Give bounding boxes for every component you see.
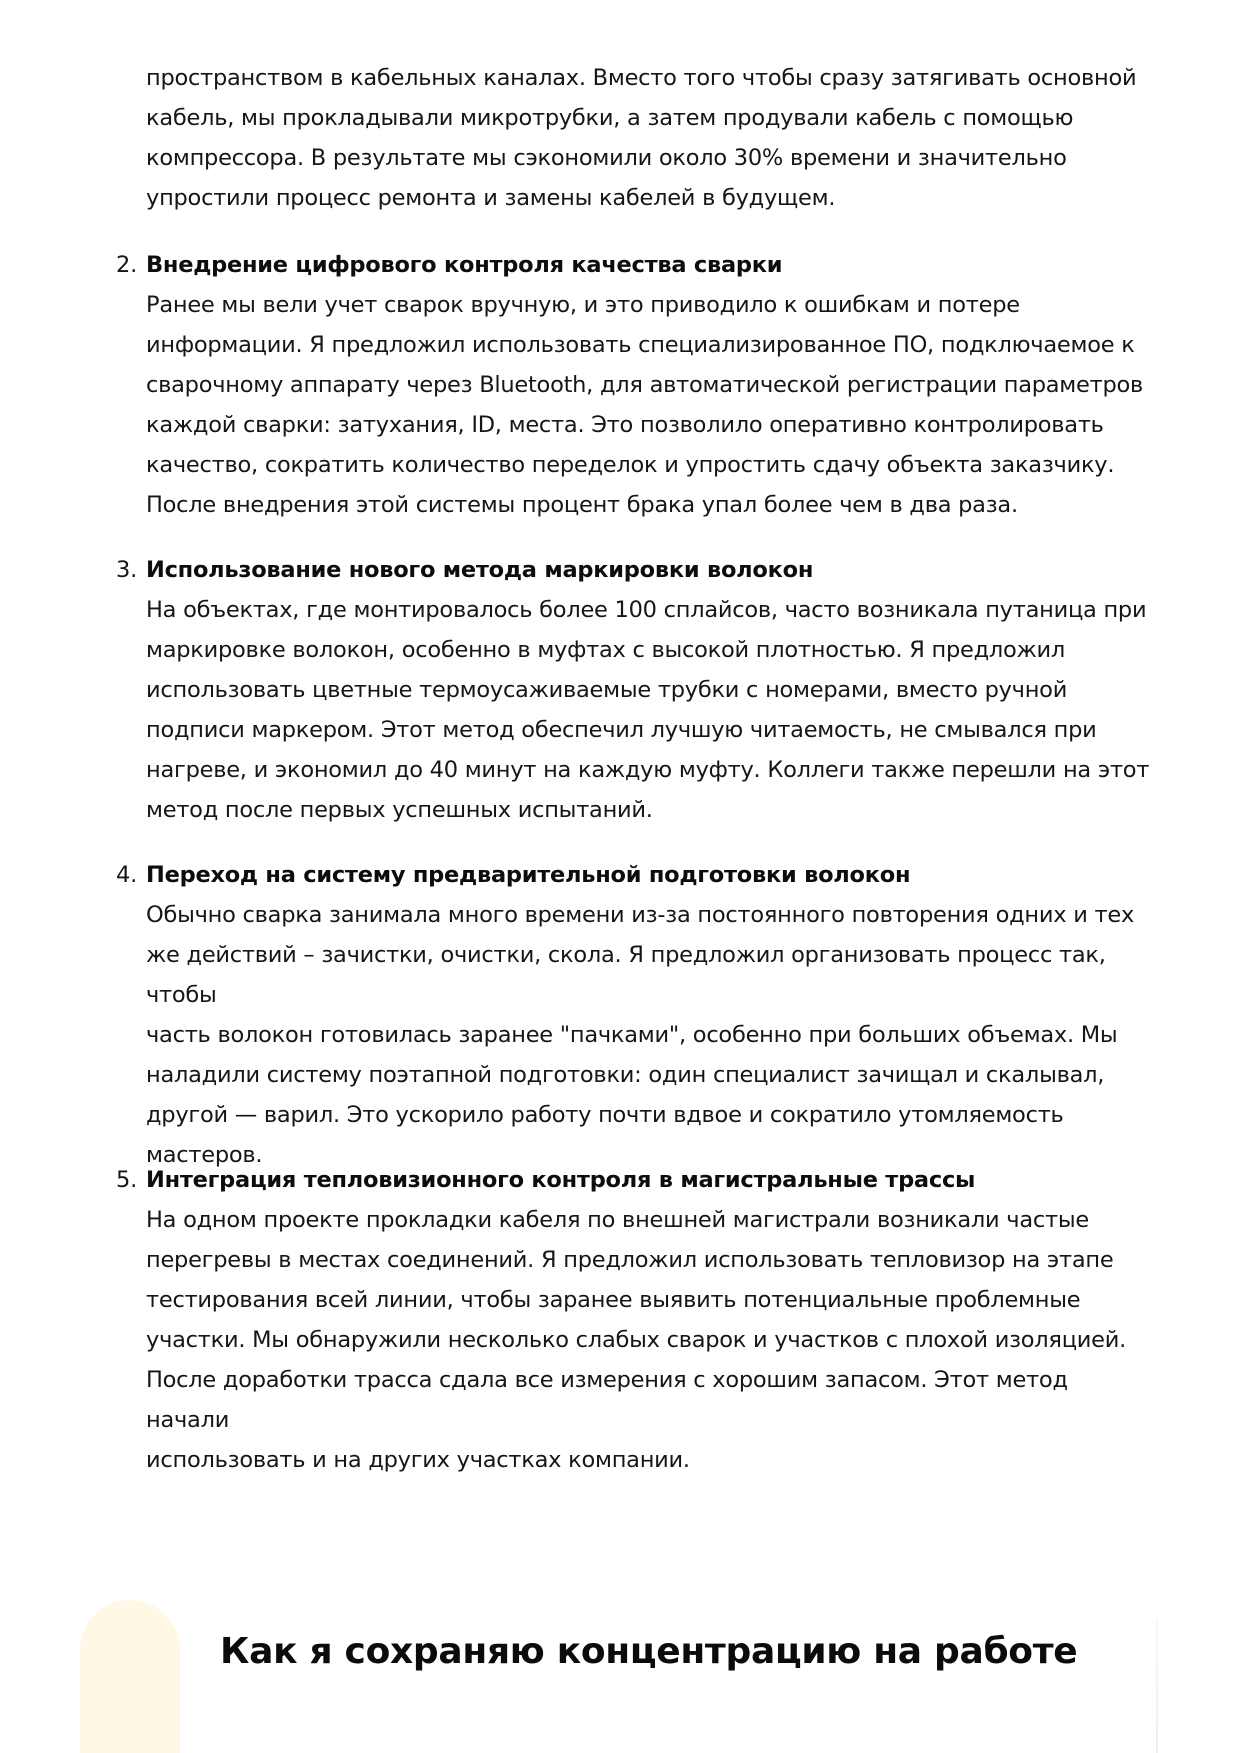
list-item-number: 3.: [116, 557, 137, 583]
paragraph-line: На одном проекте прокладки кабеля по внешней магистрали возникали частые: [146, 1207, 1089, 1233]
paragraph-line: нагреве, и экономил до 40 минут на каждую муфту. Коллеги также перешли на этот: [146, 757, 1150, 783]
list-item-title: Интеграция тепловизионного контроля в магистральные трассы: [146, 1167, 976, 1193]
paragraph-line: наладили систему поэтапной подготовки: один специалист зачищал и скалывал,: [146, 1062, 1105, 1088]
paragraph-line: Обычно сварка занимала много времени из-за постоянного повторения одних и тех: [146, 902, 1135, 928]
list-item-number: 5.: [116, 1167, 137, 1193]
paragraph-line: упростили процесс ремонта и замены кабелей в будущем.: [146, 185, 836, 211]
paragraph-line: использовать цветные термоусаживаемые трубки с номерами, вместо ручной: [146, 677, 1068, 703]
section-header-card: [80, 1600, 1158, 1753]
paragraph-line: метод после первых успешных испытаний.: [146, 797, 653, 823]
list-item-body: [146, 590, 1156, 830]
paragraph-line: перегревы в местах соединений. Я предложил использовать тепловизор на этапе: [146, 1247, 1114, 1273]
paragraph-line: сварочному аппарату через Bluetooth, для автоматической регистрации параметров: [146, 372, 1144, 398]
list-item-title: Использование нового метода маркировки волокон: [146, 557, 814, 583]
paragraph-line: На объектах, где монтировалось более 100 сплайсов, часто возникала путаница при: [146, 597, 1147, 623]
paragraph-line: маркировке волокон, особенно в муфтах с высокой плотностью. Я предложил: [146, 637, 1066, 663]
list-item-title: Внедрение цифрового контроля качества сварки: [146, 252, 783, 278]
section-heading: Как я сохраняю концентрацию на работе: [220, 1631, 1078, 1672]
paragraph-line: другой — варил. Это ускорило работу почти вдвое и сократило утомляемость: [146, 1102, 1064, 1128]
paragraph-line: компрессора. В результате мы сэкономили около 30% времени и значительно: [146, 145, 1067, 171]
list-item-body: [146, 1200, 1156, 1480]
decorative-shape: [80, 1600, 180, 1753]
list-item-number: 4.: [116, 862, 137, 888]
paragraph-line: качество, сократить количество переделок и упростить сдачу объекта заказчику.: [146, 452, 1115, 478]
paragraph-line: кабель, мы прокладывали микротрубки, а затем продували кабель с помощью: [146, 105, 1074, 131]
paragraph-line: После доработки трасса сдала все измерения с хорошим запасом. Этот метод начали: [146, 1367, 1068, 1433]
paragraph-line: каждой сварки: затухания, ID, места. Это позволило оперативно контролировать: [146, 412, 1104, 438]
paragraph-line: использовать и на других участках компании.: [146, 1447, 690, 1473]
paragraph-line: После внедрения этой системы процент брака упал более чем в два раза.: [146, 492, 1018, 518]
paragraph-line: мастеров.: [146, 1142, 263, 1168]
paragraph-line: подписи маркером. Этот метод обеспечил лучшую читаемость, не смывался при: [146, 717, 1097, 743]
list-item-number: 2.: [116, 252, 137, 278]
list-item-body: [146, 895, 1156, 1175]
paragraph-line: же действий – зачистки, очистки, скола. Я предложил организовать процесс так, чтобы: [146, 942, 1106, 1008]
paragraph-line: участки. Мы обнаружили несколько слабых сварок и участков с плохой изоляцией.: [146, 1327, 1127, 1353]
paragraph-line: пространством в кабельных каналах. Вместо того чтобы сразу затягивать основной: [146, 65, 1137, 91]
paragraph-line: тестирования всей линии, чтобы заранее выявить потенциальные проблемные: [146, 1287, 1081, 1313]
list-item-body: [146, 285, 1156, 525]
paragraph-line: информации. Я предложил использовать специализированное ПО, подключаемое к: [146, 332, 1135, 358]
list-item-title: Переход на систему предварительной подготовки волокон: [146, 862, 911, 888]
card-edge: [1156, 1620, 1158, 1753]
paragraph-line: часть волокон готовилась заранее "пачками", особенно при больших объемах. Мы: [146, 1022, 1118, 1048]
paragraph-line: Ранее мы вели учет сварок вручную, и это приводило к ошибкам и потере: [146, 292, 1020, 318]
continued-paragraph: [146, 58, 1156, 218]
